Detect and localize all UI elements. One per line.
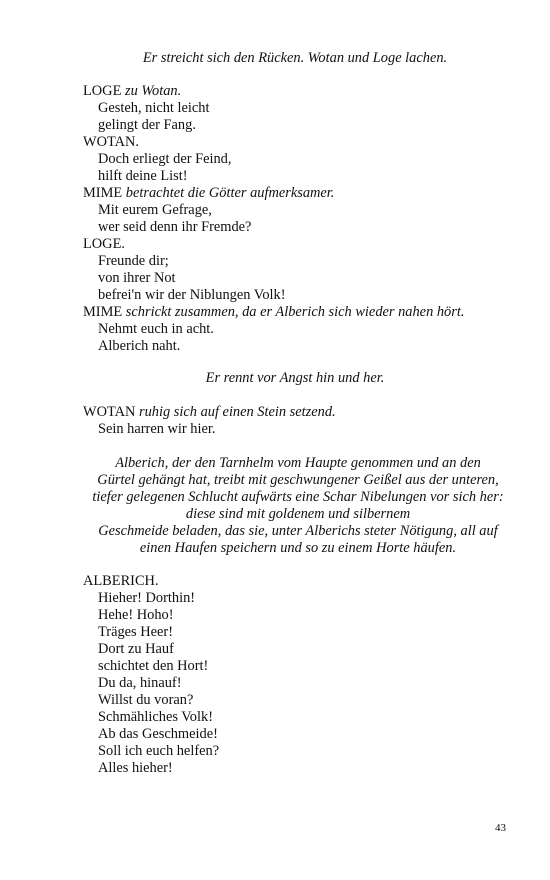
- stage-direction-long: [78, 455, 518, 557]
- stage-direction-line: Gürtel gehängt hat, treibt mit geschwungener Geißel aus der unteren,: [97, 472, 499, 488]
- verse-line: Sein harren wir hier.: [98, 421, 216, 437]
- verse-line: Freunde dir;: [98, 253, 169, 269]
- stage-direction-line: einen Haufen speichern und so zu einem Horte häufen.: [139, 540, 457, 556]
- verse-line: Willst du voran?: [98, 692, 194, 708]
- verse-line: Gesteh, nicht leicht: [98, 100, 210, 116]
- page-number: 43: [495, 822, 506, 834]
- stage-direction-inline: zu Wotan.: [121, 83, 182, 99]
- speaker-name: MIME: [83, 185, 123, 201]
- verse-line: hilft deine List!: [98, 168, 188, 184]
- speaker-line: [83, 404, 523, 421]
- verse-line: Schmähliches Volk!: [98, 709, 213, 725]
- verse-line: Ab das Geschmeide!: [98, 726, 218, 742]
- verse-line: Dort zu Hauf: [98, 641, 174, 657]
- stage-direction-inline: ruhig sich auf einen Stein setzend.: [135, 404, 336, 420]
- verse-line: Hehe! Hoho!: [98, 607, 174, 623]
- verse-line: wer seid denn ihr Fremde?: [98, 219, 252, 235]
- speaker-name: MIME: [83, 304, 123, 320]
- speaker-name: LOGE.: [83, 236, 125, 252]
- dialogue-block-3: [83, 573, 523, 777]
- verse-line: Du da, hinauf!: [98, 675, 182, 691]
- dialogue-block-2: [83, 404, 523, 438]
- speaker-name: LOGE: [83, 83, 122, 99]
- speaker-name: WOTAN: [83, 404, 136, 420]
- speaker-name: WOTAN.: [83, 134, 139, 150]
- stage-direction-line: Geschmeide beladen, das sie, unter Alberichs steter Nötigung, all auf: [98, 523, 498, 539]
- speaker-line: [83, 573, 523, 590]
- verse-line: Träges Heer!: [98, 624, 173, 640]
- verse-line: Hieher! Dorthin!: [98, 590, 196, 606]
- verse-line: Alles hieher!: [98, 760, 173, 776]
- verse-line: Mit eurem Gefrage,: [98, 202, 212, 218]
- verse-line: Nehmt euch in acht.: [98, 321, 214, 337]
- speaker-line: [83, 185, 523, 202]
- stage-direction-inline: schrickt zusammen, da er Alberich sich wieder nahen hört.: [122, 304, 465, 320]
- speaker-name: ALBERICH.: [83, 573, 159, 589]
- verse-line: von ihrer Not: [98, 270, 176, 286]
- stage-direction-line: tiefer gelegenen Schlucht aufwärts eine Schar Nibelungen vor sich her:: [92, 489, 504, 505]
- verse-line: gelingt der Fang.: [98, 117, 196, 133]
- verse-line: Alberich naht.: [98, 338, 181, 354]
- speaker-line: [83, 236, 523, 253]
- verse-line: schichtet den Hort!: [98, 658, 209, 674]
- stage-direction-inline: betrachtet die Götter aufmerksamer.: [122, 185, 335, 201]
- verse-line: Soll ich euch helfen?: [98, 743, 220, 759]
- stage-direction-line: Alberich, der den Tarnhelm vom Haupte genommen und an den: [115, 455, 481, 471]
- verse-line: befrei'n wir der Niblungen Volk!: [98, 287, 286, 303]
- speaker-line: [83, 83, 523, 100]
- stage-direction-mid: Er rennt vor Angst hin und her.: [205, 370, 385, 386]
- stage-direction-line: diese sind mit goldenem und silbernem: [185, 506, 411, 522]
- stage-direction-top: Er streicht sich den Rücken. Wotan und Loge lachen.: [142, 50, 448, 66]
- speaker-line: [83, 134, 523, 151]
- dialogue-block-1: [83, 83, 523, 355]
- speaker-line: [83, 304, 523, 321]
- verse-line: Doch erliegt der Feind,: [98, 151, 232, 167]
